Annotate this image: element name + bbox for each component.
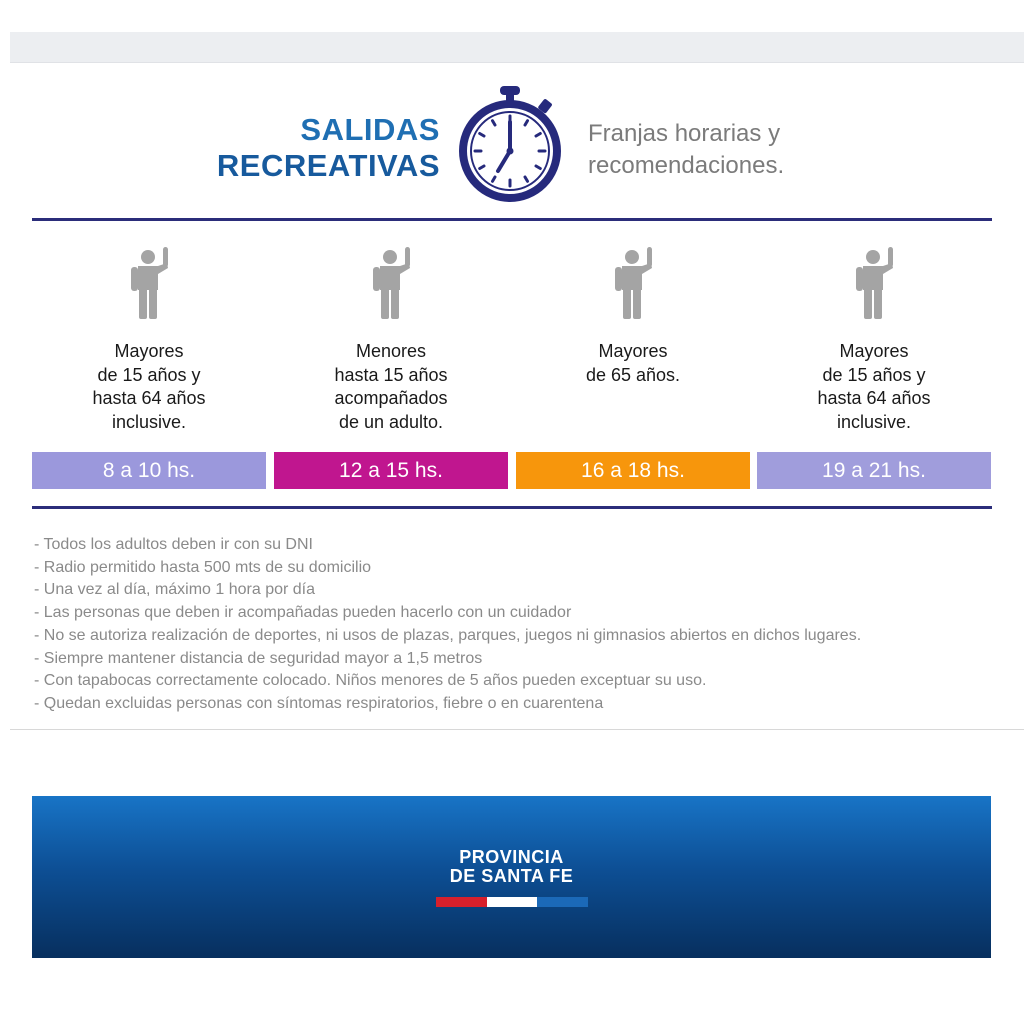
title-line-2: RECREATIVAS xyxy=(216,148,440,183)
group-description: Mayores de 15 años y hasta 64 años inclusive. xyxy=(92,341,206,432)
group-description: Menores hasta 15 años acompañados de un adulto. xyxy=(334,341,448,432)
top-divider xyxy=(32,218,992,221)
flag-stripe xyxy=(436,897,588,907)
group-description: Mayores de 15 años y hasta 64 años inclusive. xyxy=(817,341,931,432)
province-logo xyxy=(32,848,991,886)
recommendation-item: - Radio permitido hasta 500 mts de su domicilio xyxy=(34,558,372,576)
recommendation-item: - Todos los adultos deben ir con su DNI xyxy=(34,536,313,553)
recommendation-item: - Con tapabocas correctamente colocado. Niños menores de 5 años pueden exceptuar su uso. xyxy=(34,672,707,690)
person-waving-icon xyxy=(130,246,170,320)
flag-blue-segment xyxy=(537,897,588,907)
stopwatch-icon xyxy=(458,82,562,204)
person-waving-icon xyxy=(855,246,895,320)
schedule-columns xyxy=(32,240,992,490)
page-subtitle: Franjas horarias y recomendaciones. xyxy=(588,120,785,179)
group-column xyxy=(274,240,508,490)
recommendation-item: - Las personas que deben ir acompañadas pueden hacerlo con un cuidador xyxy=(34,604,572,622)
person-waving-icon xyxy=(372,246,412,320)
flag-white-segment xyxy=(487,897,538,907)
group-column xyxy=(32,240,266,490)
group-column xyxy=(757,240,991,490)
bottom-divider xyxy=(32,506,992,509)
recommendations-list xyxy=(34,534,861,716)
recommendation-item: - Una vez al día, máximo 1 hora por día xyxy=(34,581,316,599)
group-description: Mayores de 65 años. xyxy=(585,341,681,385)
person-waving-icon xyxy=(614,246,654,320)
schedule-band: 8 a 10 hs. xyxy=(32,452,266,489)
logo-line-2: DE SANTA FE xyxy=(449,866,574,886)
schedule-band: 19 a 21 hs. xyxy=(757,452,991,489)
group-column xyxy=(516,240,750,490)
recommendation-item: - Siempre mantener distancia de seguridad mayor a 1,5 metros xyxy=(34,649,483,667)
title-line-1: SALIDAS xyxy=(300,112,440,147)
schedule-band: 12 a 15 hs. xyxy=(274,452,508,489)
recommendation-item: - No se autoriza realización de deportes, ni usos de plazas, parques, juegos ni gimnasios abiertos en dichos lugares. xyxy=(34,626,862,644)
recommendation-item: - Quedan excluidas personas con síntomas respiratorios, fiebre o en cuarentena xyxy=(34,694,604,712)
logo-line-1: PROVINCIA xyxy=(459,847,564,867)
top-strip xyxy=(10,32,1024,63)
page-title xyxy=(217,112,440,184)
flag-red-segment xyxy=(436,897,487,907)
footer-banner xyxy=(32,796,991,958)
schedule-band: 16 a 18 hs. xyxy=(516,452,750,489)
